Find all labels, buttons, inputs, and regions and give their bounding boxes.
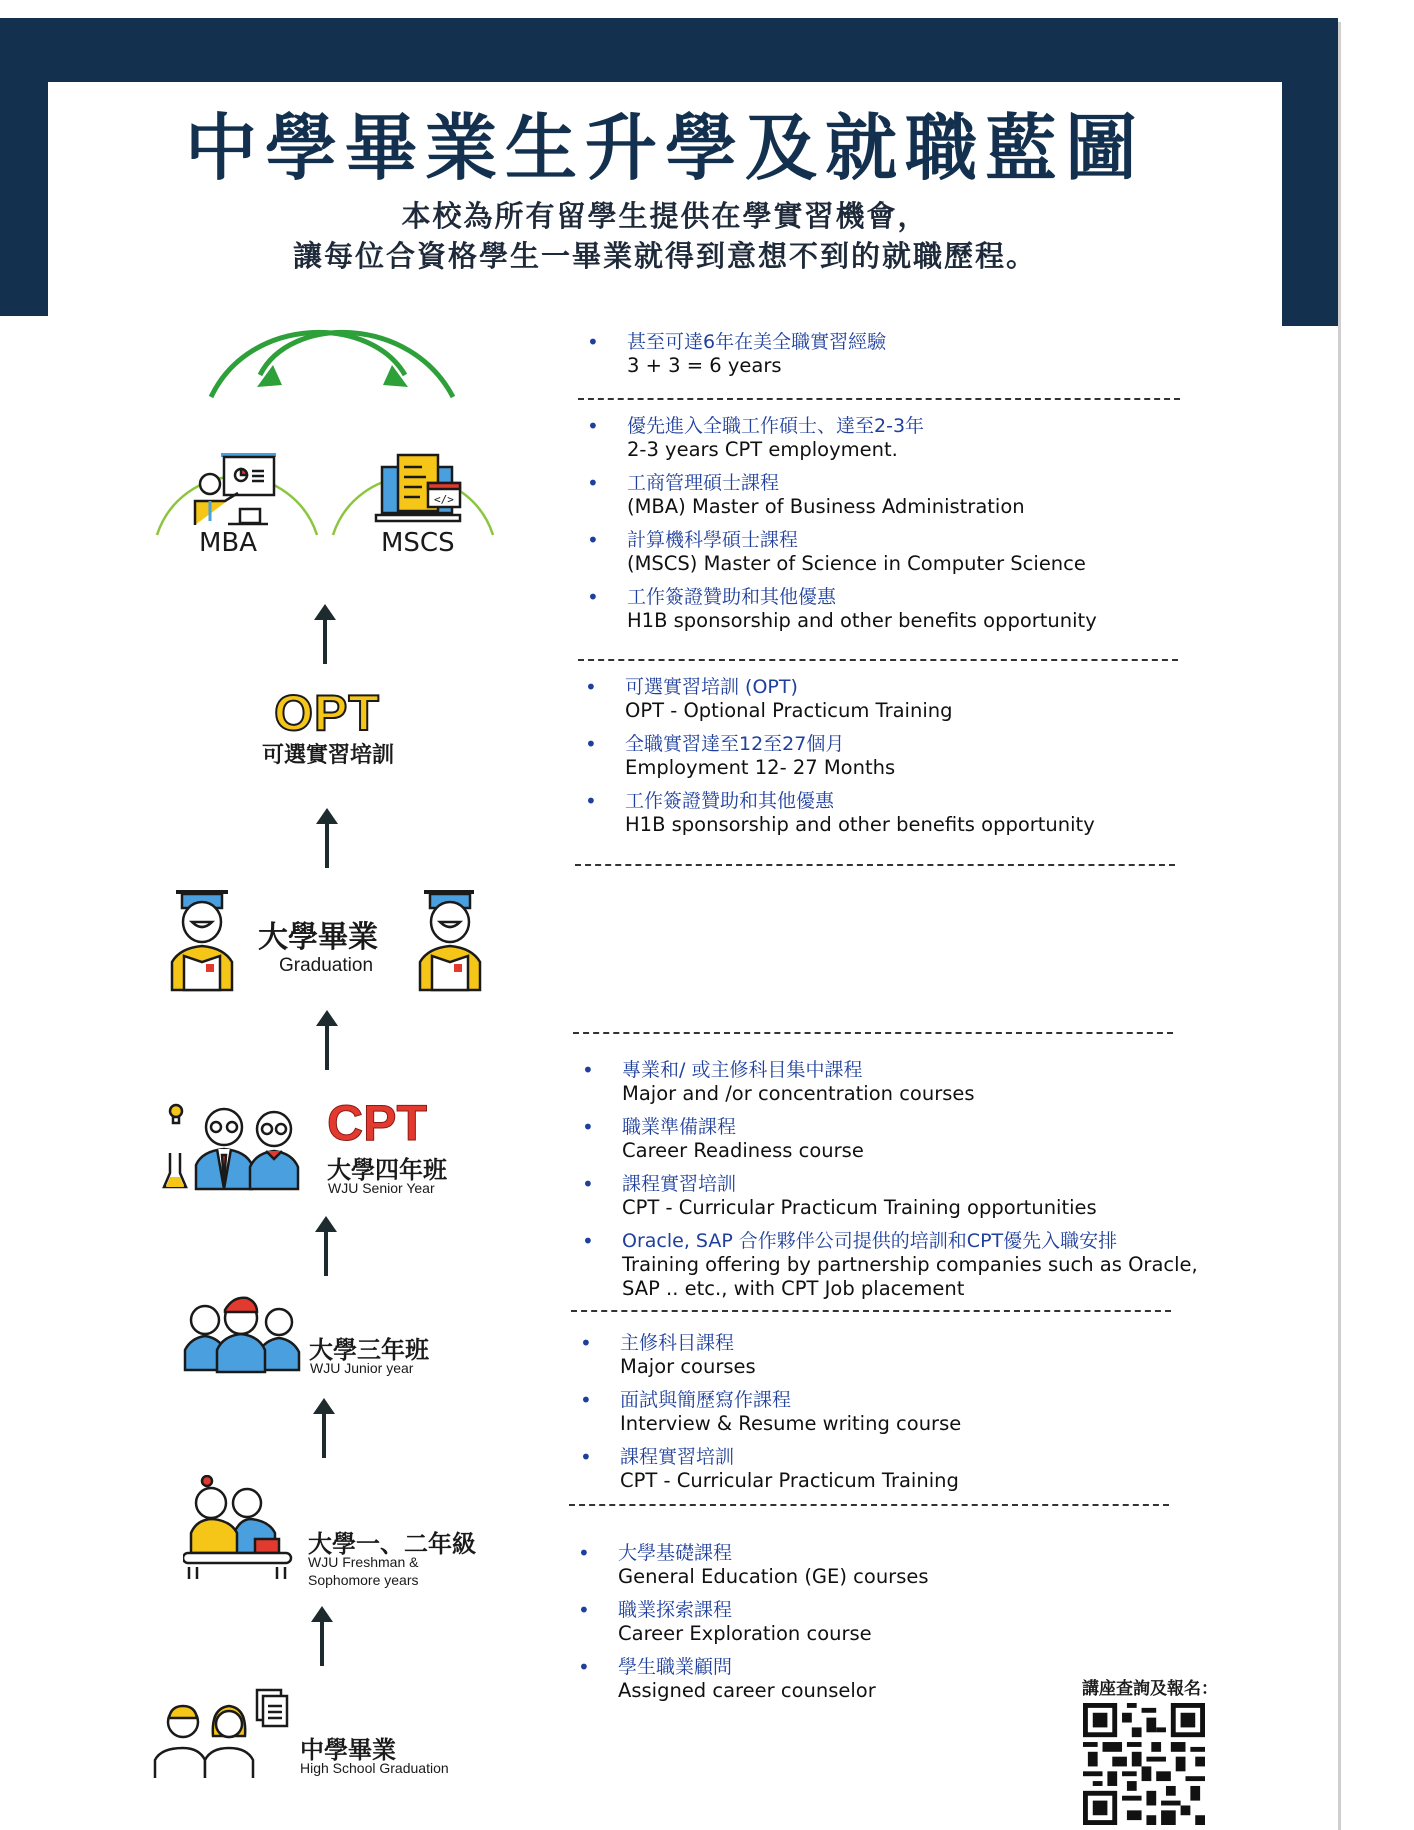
graduate-girl-icon [414,888,494,994]
item-zh: 工商管理碩士課程 [627,472,780,494]
highschool-students-icon [153,1688,293,1780]
item-en: OPT - Optional Practicum Training [625,699,953,722]
list-item [578,1058,1218,1106]
bullet-icon: • [587,585,599,609]
item-zh: 可選實習培訓 (OPT) [625,676,798,698]
senior-en-label: WJU Senior Year [328,1180,435,1196]
header-frame-top [0,18,1338,82]
bullet-icon: • [580,1388,592,1412]
item-en: Training offering by partnership companies such as Oracle, SAP .. etc., with CPT Job placement [622,1253,1198,1300]
opt-list [581,675,1095,846]
list-item [583,414,1097,462]
item-zh: 甚至可達6年在美全職實習經驗 [627,331,887,353]
freshman-zh-label: 大學一、二年級 [308,1530,476,1558]
bullet-icon: • [580,1331,592,1355]
junior-en-label: WJU Junior year [310,1360,414,1376]
divider [575,864,1175,866]
item-en: H1B sponsorship and other benefits opportunity [625,813,1095,836]
item-en: Employment 12- 27 Months [625,756,896,779]
divider [573,1032,1173,1034]
item-zh: 計算機科學碩士課程 [627,529,799,551]
item-zh: 課程實習培訓 [622,1173,737,1195]
divider [578,398,1180,400]
masters-illustration [140,325,520,555]
list-item [583,330,886,378]
up-arrow-icon [322,1412,326,1458]
list-item [574,1598,929,1646]
item-zh: 大學基礎課程 [618,1542,733,1564]
item-en: Career Readiness course [622,1139,864,1162]
item-zh: 職業準備課程 [622,1116,737,1138]
item-en: Major and /or concentration courses [622,1082,975,1105]
item-zh: 全職實習達至12至27個月 [625,733,845,755]
item-zh: 面試與簡歷寫作課程 [620,1389,792,1411]
item-en: Major courses [620,1355,756,1378]
item-zh: 優先進入全職工作碩士、達至2-3年 [627,415,925,437]
junior-students-icon [183,1294,303,1374]
bullet-icon: • [587,414,599,438]
six-years-list [583,330,886,387]
item-en: (MBA) Master of Business Administration [627,495,1025,518]
item-en: 2-3 years CPT employment. [627,438,898,461]
freshman-students-icon [183,1475,295,1583]
list-item [583,528,1097,576]
graduation-en-label: Graduation [279,955,374,976]
list-item [576,1331,961,1379]
up-arrow-icon [325,1024,329,1070]
list-item [578,1172,1218,1220]
presenter-icon [195,455,276,525]
graduation-zh-label: 大學畢業 [258,920,378,955]
bullet-icon: • [580,1445,592,1469]
item-zh: Oracle, SAP 合作夥伴公司提供的培訓和CPT優先入職安排 [622,1230,1118,1252]
list-item [574,1655,929,1703]
svg-text:</>: </> [434,493,454,506]
subtitle-line-1: 本校為所有留學生提供在學實習機會， [401,199,929,233]
bullet-icon: • [578,1655,590,1679]
bullet-icon: • [578,1541,590,1565]
mba-label: MBA [199,528,258,558]
item-en: H1B sponsorship and other benefits opportunity [627,609,1097,632]
list-item [581,675,1095,723]
item-zh: 工作簽證贊助和其他優惠 [625,790,835,812]
list-item [574,1541,929,1589]
freshman-list [574,1541,929,1712]
qr-code-icon[interactable] [1083,1703,1205,1825]
highschool-zh-label: 中學畢業 [300,1736,396,1764]
bullet-icon: • [582,1229,594,1253]
bullet-icon: • [582,1115,594,1139]
page-title: 中學畢業生升學及就職藍圖 [184,106,1145,190]
subtitle-line-2: 讓每位合資格學生一畢業就得到意想不到的就職歷程。 [292,239,1037,273]
list-item [583,471,1097,519]
page-subtitle [48,196,1282,276]
item-en: Assigned career counselor [618,1679,876,1702]
qr-label: 講座查詢及報名： [1082,1679,1218,1699]
senior-students-icon [162,1093,312,1193]
item-zh: 學生職業顧問 [618,1656,733,1678]
bullet-icon: • [587,330,599,354]
item-zh: 專業和/ 或主修科目集中課程 [622,1059,863,1081]
freshman-en-line-1: WJU Freshman & [308,1554,419,1570]
list-item [576,1445,961,1493]
highschool-en-label: High School Graduation [300,1760,449,1776]
item-en: CPT - Curricular Practicum Training opportunities [622,1196,1097,1219]
item-zh: 課程實習培訓 [620,1446,735,1468]
item-en: Interview & Resume writing course [620,1412,962,1435]
item-en: (MSCS) Master of Science in Computer Science [627,552,1086,575]
cpt-title: CPT [327,1095,427,1151]
bullet-icon: • [582,1058,594,1082]
list-item [583,585,1097,633]
masters-list [583,414,1097,642]
up-arrow-icon [324,1230,328,1276]
header-frame-left [0,18,48,316]
divider [569,1504,1169,1506]
up-arrow-icon [320,1620,324,1666]
list-item [576,1388,961,1436]
item-zh: 工作簽證贊助和其他優惠 [627,586,837,608]
code-laptop-icon [376,455,460,521]
up-arrow-icon [323,618,327,664]
bullet-icon: • [585,789,597,813]
swap-arrows-icon [211,332,453,397]
item-en: Career Exploration course [618,1622,872,1645]
opt-title: OPT [274,685,380,741]
item-zh: 主修科目課程 [620,1332,735,1354]
junior-list [576,1331,961,1502]
item-zh: 職業探索課程 [618,1599,733,1621]
bullet-icon: • [585,675,597,699]
divider [578,659,1178,661]
junior-zh-label: 大學三年班 [309,1336,429,1364]
up-arrow-icon [325,822,329,868]
list-item [581,789,1095,837]
item-en: General Education (GE) courses [618,1565,929,1588]
page-edge [1338,22,1341,1830]
bullet-icon: • [587,528,599,552]
bullet-icon: • [587,471,599,495]
mscs-label: MSCS [381,528,455,558]
bullet-icon: • [582,1172,594,1196]
senior-zh-label: 大學四年班 [327,1156,447,1184]
header-frame-right [1282,18,1338,326]
freshman-en-line-2: Sophomore years [308,1572,419,1588]
list-item [578,1115,1218,1163]
item-en: CPT - Curricular Practicum Training [620,1469,959,1492]
senior-list [578,1058,1218,1310]
item-en: 3 + 3 = 6 years [627,354,782,377]
list-item [578,1229,1218,1301]
bullet-icon: • [585,732,597,756]
bullet-icon: • [578,1598,590,1622]
opt-zh-label: 可選實習培訓 [261,743,394,768]
graduate-boy-icon [170,888,250,994]
divider [571,1310,1171,1312]
list-item [581,732,1095,780]
